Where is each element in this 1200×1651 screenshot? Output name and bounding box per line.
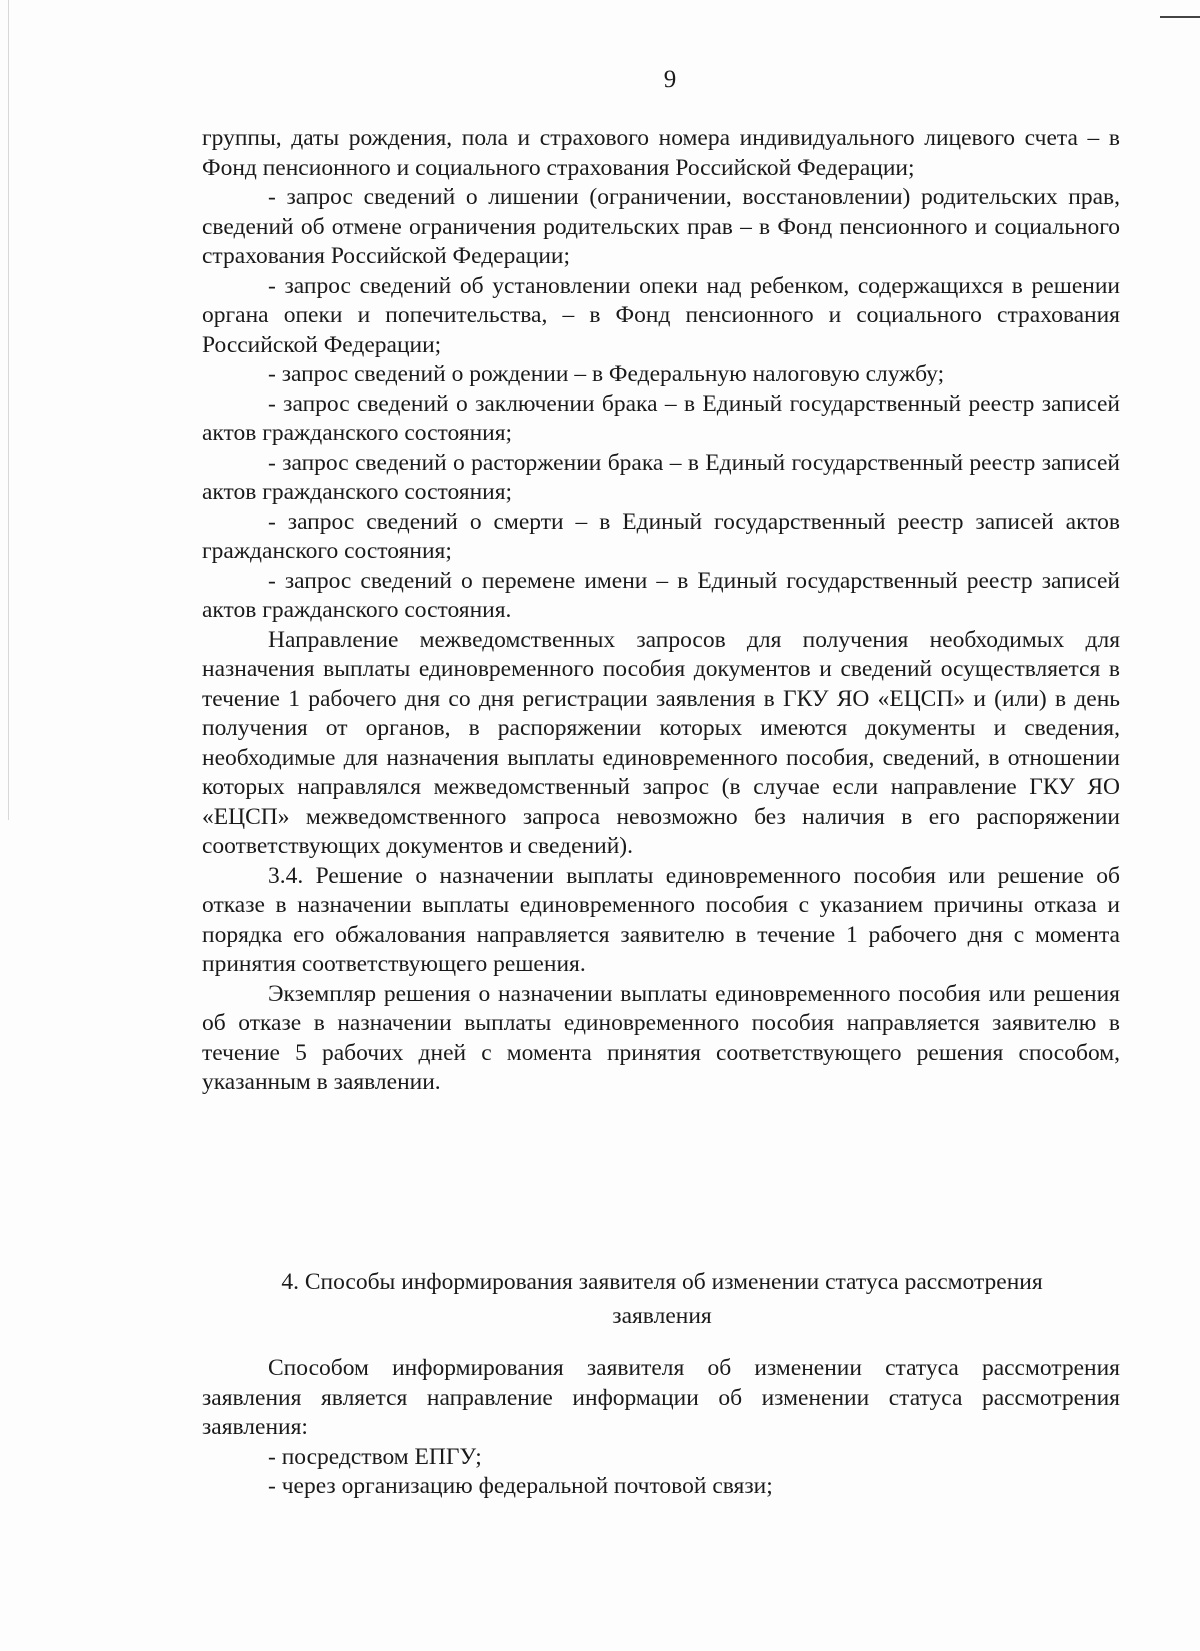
paragraph-continuation: группы, даты рождения, пола и страхового номера индивидуального лицевого счета – в Фонд пенсионного и социального страхования Российской Федерации; bbox=[202, 125, 1120, 181]
list-item-epgu: - посредством ЕПГУ; bbox=[268, 1443, 482, 1470]
section-heading-line2: заявления bbox=[612, 1303, 712, 1329]
list-item-death-request: - запрос сведений о смерти – в Единый государственный реестр записей актов гражданского состояния; bbox=[202, 508, 1120, 564]
list-item-name-change-request: - запрос сведений о перемене имени – в Единый государственный реестр записей актов гражданского состояния. bbox=[202, 567, 1120, 623]
paragraph-3-4-decision: 3.4. Решение о назначении выплаты единовременного пособия или решение об отказе в назначении выплаты единовременного пособия с указанием причины отказа и порядка его обжалования направляется заявителю в течение 1 рабочего дня с момента принятия соответствующего решения. bbox=[202, 862, 1120, 977]
section-heading bbox=[202, 1265, 1122, 1333]
section-heading-line1: 4. Способы информирования заявителя об изменении статуса рассмотрения bbox=[281, 1269, 1043, 1295]
list-item-deprivation-request: - запрос сведений о лишении (ограничении, восстановлении) родительских прав, сведений об отмене ограничения родительских прав – в Фонд пенсионного и социального страхования Российской Федерации; bbox=[202, 184, 1120, 269]
paragraph-interagency-requests: Направление межведомственных запросов для получения необходимых для назначения выплаты единовременного пособия документов и сведений осуществляется в течение 1 рабочего дня со дня регистрации заявления в ГКУ ЯО «ЕЦСП» и (или) в день получения от органов, в распоряжении которых имеются документы и сведения, необходимые для назначения выплаты единовременного пособия, сведений, в отношении которых направлялся межведомственный запрос (в случае если направление ГКУ ЯО «ЕЦСП» межведомственного запроса невозможно без наличия в его распоряжении соответствующих документов и сведений). bbox=[202, 626, 1120, 859]
scan-edge-line bbox=[8, 0, 9, 820]
list-item-marriage-request: - запрос сведений о заключении брака – в Единый государственный реестр записей актов гражданского состояния; bbox=[202, 390, 1120, 446]
list-item-divorce-request: - запрос сведений о расторжении брака – в Единый государственный реестр записей актов гражданского состояния; bbox=[202, 449, 1120, 505]
body-text bbox=[202, 124, 1120, 1098]
section-body-text bbox=[202, 1354, 1120, 1502]
list-item-guardianship-request: - запрос сведений об установлении опеки над ребенком, содержащихся в решении органа опеки и попечительства, – в Фонд пенсионного и социального страхования Российской Федерации; bbox=[202, 272, 1120, 358]
scan-mark bbox=[1160, 16, 1200, 18]
paragraph-decision-copy: Экземпляр решения о назначении выплаты единовременного пособия или решения об отказе в назначении выплаты единовременного пособия направляется заявителю в течение 5 рабочих дней с момента принятия соответствующего решения способом, указанным в заявлении. bbox=[202, 980, 1120, 1095]
page-number: 9 bbox=[663, 66, 677, 93]
list-item-postal: - через организацию федеральной почтовой связи; bbox=[268, 1473, 773, 1499]
paragraph-informing-method: Способом информирования заявителя об изменении статуса рассмотрения заявления является направление информации об изменении статуса рассмотрения заявления: bbox=[202, 1355, 1120, 1440]
list-item-birth-request: - запрос сведений о рождении – в Федеральную налоговую службу; bbox=[268, 361, 945, 387]
